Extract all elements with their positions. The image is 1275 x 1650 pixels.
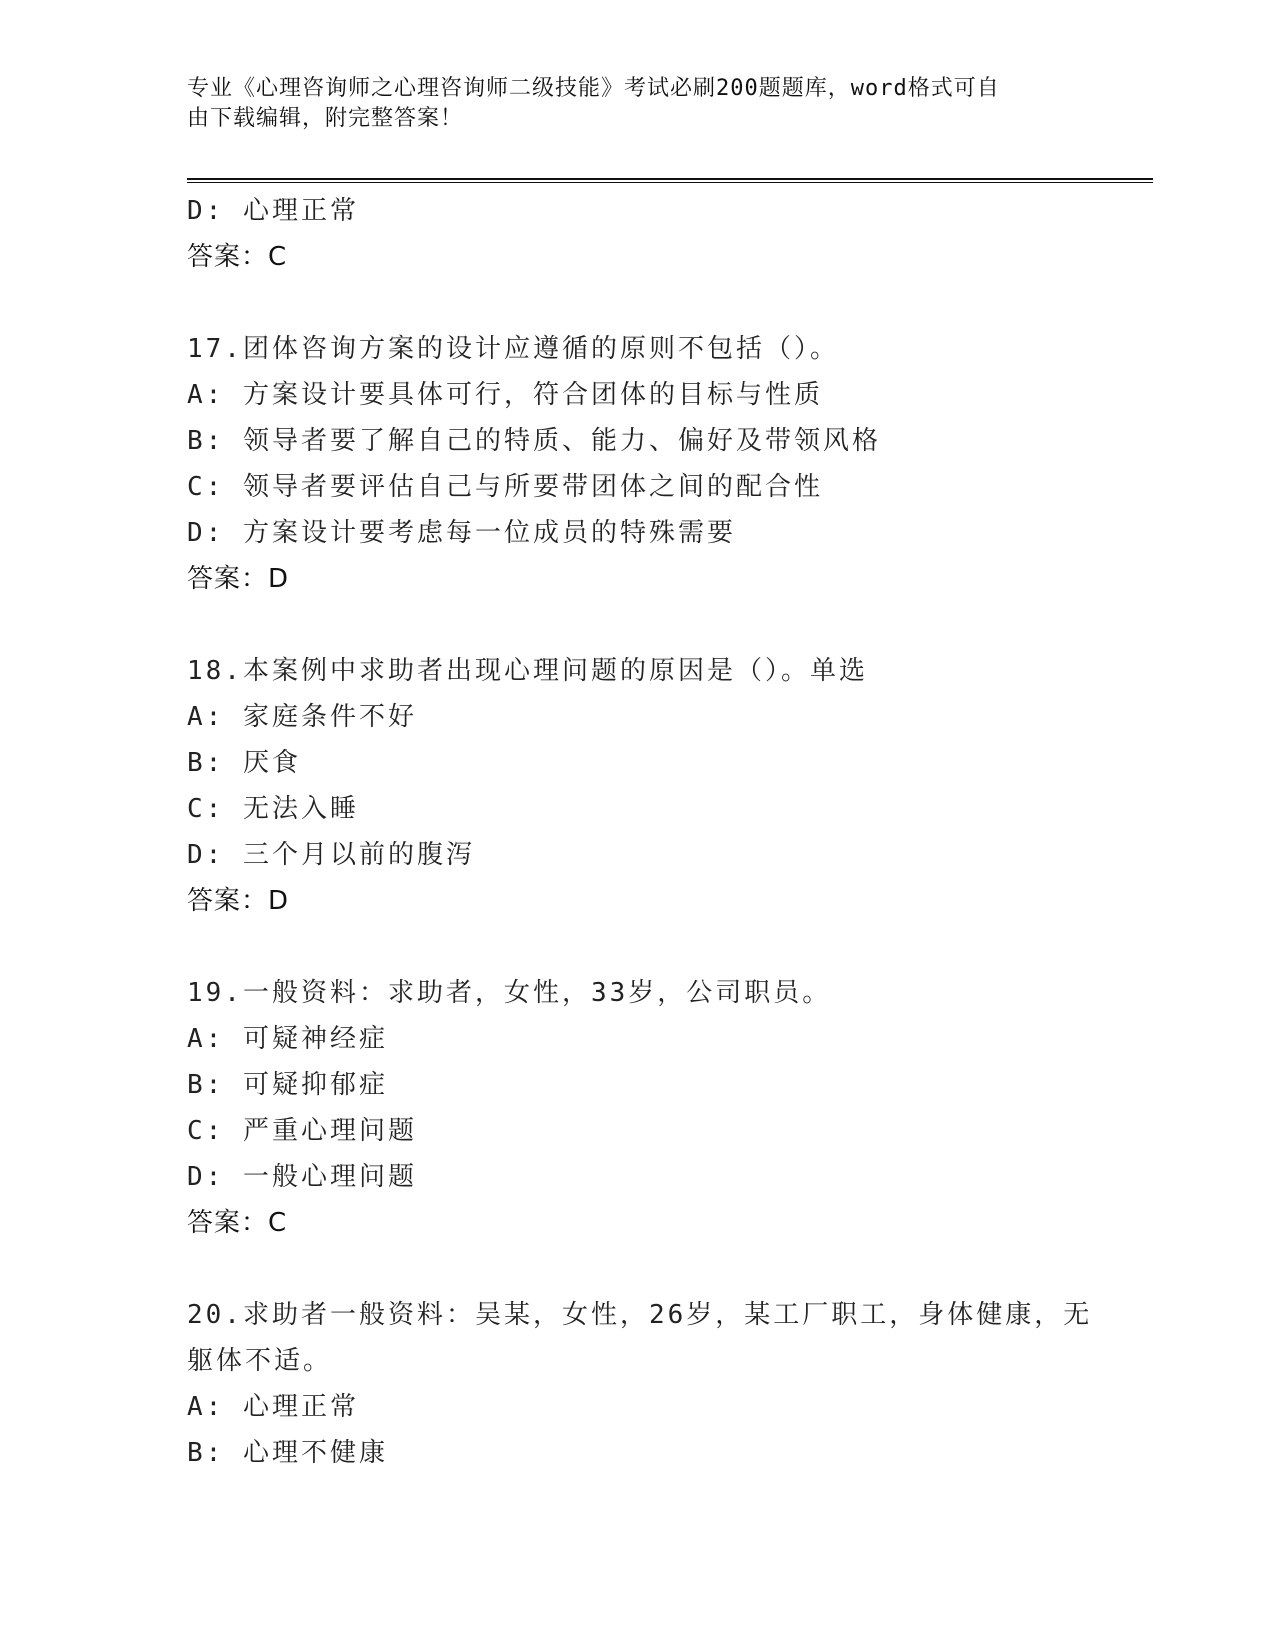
header-line-2: 由下载编辑，附完整答案！ (187, 106, 464, 131)
answer-line: 答案：C (187, 1208, 288, 1238)
option-b: B: 厌食 (187, 748, 301, 778)
option-c: C: 严重心理问题 (187, 1116, 417, 1146)
carryover-option-d: D: 心理正常 (187, 196, 359, 226)
question-17 (187, 326, 1117, 602)
option-d: D: 三个月以前的腹泻 (187, 840, 475, 870)
spacer (187, 602, 1117, 648)
answer-line: 答案：D (187, 564, 290, 594)
option-a: A: 家庭条件不好 (187, 702, 417, 732)
option-d: D: 方案设计要考虑每一位成员的特殊需要 (187, 518, 736, 548)
page-header (187, 74, 1067, 134)
header-divider (187, 178, 1153, 183)
spacer (187, 1246, 1117, 1292)
header-line-1: 专业《心理咨询师之心理咨询师二级技能》考试必刷200题题库，word格式可自 (187, 76, 1000, 101)
option-a: A: 可疑神经症 (187, 1024, 388, 1054)
question-stem-line-2: 躯体不适。 (187, 1346, 333, 1376)
question-stem: 19.一般资料：求助者，女性，33岁，公司职员。 (187, 978, 832, 1008)
option-a: A: 心理正常 (187, 1392, 359, 1422)
question-18 (187, 648, 1117, 924)
document-body (187, 188, 1117, 1476)
spacer (187, 924, 1117, 970)
option-b: B: 领导者要了解自己的特质、能力、偏好及带领风格 (187, 426, 881, 456)
question-stem-line-1: 20.求助者一般资料：吴某，女性，26岁，某工厂职工，身体健康，无 (187, 1300, 1093, 1330)
option-c: C: 领导者要评估自己与所要带团体之间的配合性 (187, 472, 823, 502)
option-d: D: 一般心理问题 (187, 1162, 417, 1192)
question-stem: 17.团体咨询方案的设计应遵循的原则不包括（）。 (187, 334, 839, 364)
spacer (187, 280, 1117, 326)
question-stem: 18.本案例中求助者出现心理问题的原因是（）。单选 (187, 656, 868, 686)
option-b: B: 心理不健康 (187, 1438, 388, 1468)
answer-line: 答案：C (187, 242, 288, 272)
option-a: A: 方案设计要具体可行，符合团体的目标与性质 (187, 380, 823, 410)
question-20 (187, 1292, 1117, 1476)
option-b: B: 可疑抑郁症 (187, 1070, 388, 1100)
answer-line: 答案：D (187, 886, 290, 916)
option-c: C: 无法入睡 (187, 794, 359, 824)
question-19 (187, 970, 1117, 1246)
